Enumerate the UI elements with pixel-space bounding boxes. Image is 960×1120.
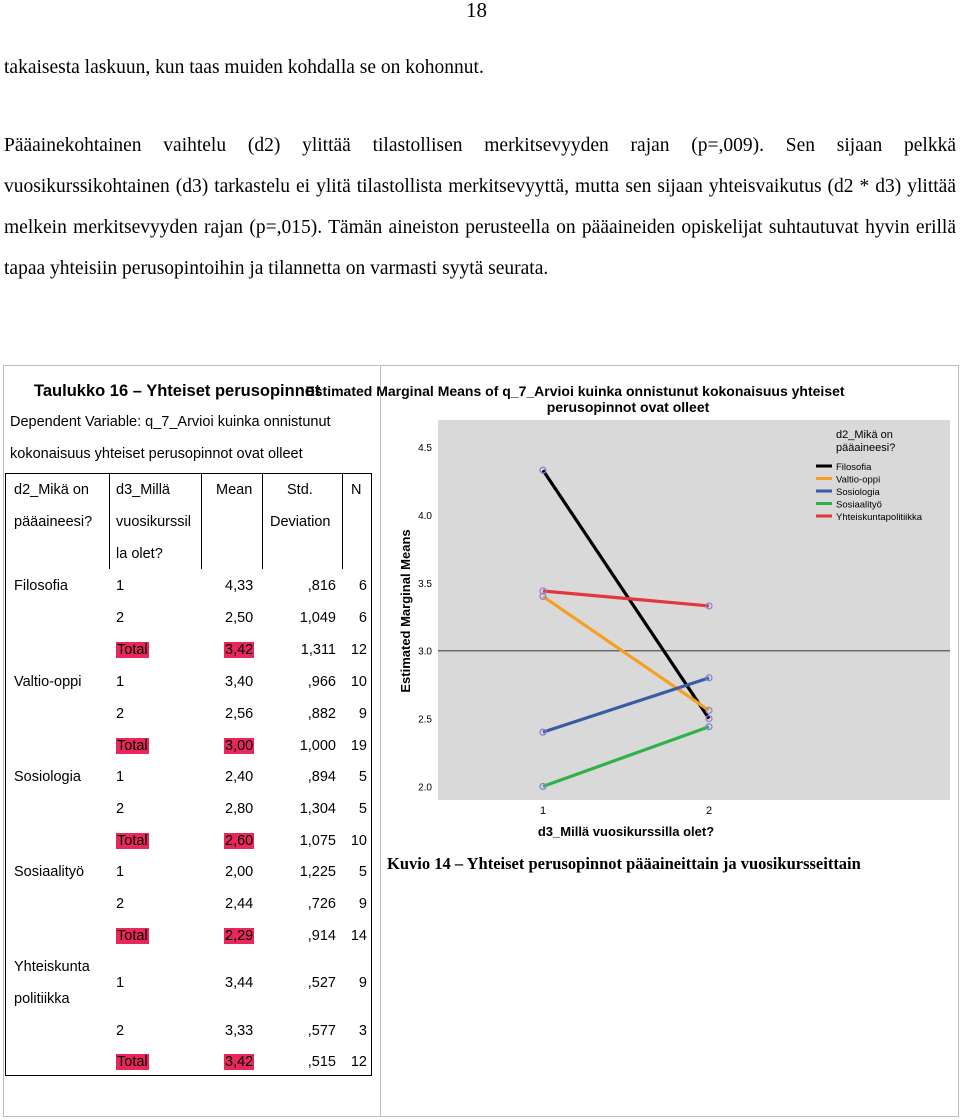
row-mean-total: 3,00 xyxy=(225,738,254,754)
row-d3: 2 xyxy=(116,1023,125,1039)
legend-label: Filosofia xyxy=(836,462,872,473)
figure-caption: Kuvio 14 – Yhteiset perusopinnot pääaineittain ja vuosikursseittain xyxy=(387,854,861,873)
table-column-divider xyxy=(201,473,202,569)
header-n: N xyxy=(351,482,362,498)
row-d3-total: Total xyxy=(117,928,148,944)
y-axis-label: Estimated Marginal Means xyxy=(398,529,413,693)
header-d2-line2: pääaineesi? xyxy=(14,514,93,530)
chart-title-line1: Estimated Marginal Means of q_7_Arvioi kuinka onnistunut kokonaisuus yhteiset xyxy=(305,383,845,399)
row-mean-total: 2,60 xyxy=(225,833,254,849)
row-std: ,894 xyxy=(307,769,336,785)
row-d3: 2 xyxy=(116,706,125,722)
legend-title-line2: pääaineesi? xyxy=(836,442,896,454)
table-column-divider xyxy=(342,473,343,569)
row-n: 19 xyxy=(350,738,367,754)
row-n: 9 xyxy=(358,975,367,991)
row-std: ,515 xyxy=(307,1054,336,1070)
group-name-line1: Yhteiskunta xyxy=(14,959,90,975)
row-n: 6 xyxy=(358,610,367,626)
group-name-line2: politiikka xyxy=(14,991,70,1007)
row-std: ,816 xyxy=(307,578,336,594)
row-d3: 2 xyxy=(116,896,125,912)
row-n: 10 xyxy=(350,833,367,849)
row-mean: 2,00 xyxy=(225,864,254,880)
row-d3-total: Total xyxy=(117,642,148,658)
row-std: 1,311 xyxy=(300,642,336,658)
row-n: 5 xyxy=(358,801,367,817)
row-std: ,726 xyxy=(307,896,336,912)
row-n: 12 xyxy=(350,642,367,658)
row-d3: 1 xyxy=(116,578,125,594)
y-tick-label: 4.0 xyxy=(418,511,432,522)
row-mean: 3,33 xyxy=(225,1023,254,1039)
group-name: Filosofia xyxy=(14,578,68,594)
paragraph-1: takaisesta laskuun, kun taas muiden kohdalla se on kohonnut. xyxy=(4,57,484,78)
row-mean-total: 3,42 xyxy=(225,642,254,658)
row-mean: 3,44 xyxy=(225,975,254,991)
row-std: 1,049 xyxy=(299,610,336,626)
row-n: 12 xyxy=(350,1054,367,1070)
row-d3: 1 xyxy=(116,674,125,690)
row-n: 5 xyxy=(358,769,367,785)
header-d2-line1: d2_Mikä on xyxy=(14,482,89,498)
row-mean-total: 2,29 xyxy=(225,928,254,944)
row-d3: 2 xyxy=(116,801,125,817)
y-tick-label: 3.0 xyxy=(418,646,432,658)
dependent-variable-line-1: Dependent Variable: q_7_Arvioi kuinka onnistunut xyxy=(10,414,331,430)
row-d3-total: Total xyxy=(117,1054,148,1070)
page-number: 18 xyxy=(466,0,487,22)
legend-label: Sosiaalityö xyxy=(836,499,882,511)
header-mean: Mean xyxy=(216,482,253,498)
header-d3-line1: d3_Millä xyxy=(116,482,170,498)
row-d3: 1 xyxy=(116,975,125,991)
row-n: 5 xyxy=(358,864,367,880)
row-mean: 2,40 xyxy=(225,769,254,785)
row-std: 1,000 xyxy=(299,738,336,754)
table-column-divider xyxy=(262,473,263,569)
frame-divider xyxy=(380,365,381,1117)
group-name: Sosiaalityö xyxy=(14,864,85,880)
row-n: 6 xyxy=(358,578,367,594)
y-tick-label: 3.5 xyxy=(418,578,432,590)
row-mean: 2,80 xyxy=(225,801,254,817)
y-tick-label: 4.5 xyxy=(418,443,432,455)
row-d3: 1 xyxy=(116,864,125,880)
header-d3-line3: la olet? xyxy=(116,546,163,562)
table-title: Taulukko 16 – Yhteiset perusopinnot xyxy=(34,382,321,400)
row-mean-total: 3,42 xyxy=(225,1054,254,1070)
header-std-line1: Std. xyxy=(287,482,313,498)
row-n: 9 xyxy=(358,896,367,912)
chart-title-line2: perusopinnot ovat olleet xyxy=(546,399,710,415)
row-std: ,527 xyxy=(307,975,336,991)
y-tick-label: 2.5 xyxy=(418,714,432,726)
legend-label: Yhteiskuntapolitiikka xyxy=(836,512,923,523)
row-std: 1,304 xyxy=(299,801,336,817)
table-column-divider xyxy=(109,473,110,569)
row-mean: 3,40 xyxy=(225,674,254,690)
row-d3-total: Total xyxy=(117,833,148,849)
row-mean: 2,50 xyxy=(225,610,254,626)
row-mean: 4,33 xyxy=(225,578,254,594)
row-n: 10 xyxy=(350,674,367,690)
header-d3-line2: vuosikurssil xyxy=(116,514,191,530)
row-std: ,966 xyxy=(307,674,336,690)
row-n: 9 xyxy=(358,706,367,722)
y-tick-label: 2.0 xyxy=(418,782,432,794)
legend-label: Valtio-oppi xyxy=(836,474,881,486)
x-tick-label: 1 xyxy=(539,805,547,817)
paragraph-2: Pääainekohtainen vaihtelu (d2) ylittää tilastollisen merkitsevyyden rajan (p=,009). Sen sijaan pelkkä vuosikurssikohtainen (d3) tarkastelu ei ylitä tilastollista merkitsevyyttä, mutta sen sijaan yhteisvaikutus (d2 * d3) ylittää melkein merkitsevyyden rajan (p=,015). Tämän aineiston perusteella on pääaineiden opiskelijat suhtautuvat hyvin erillä tapaa yhteisiin perusopintoihin ja tilannetta on varmasti syytä seurata. xyxy=(4,135,956,279)
header-std-line2: Deviation xyxy=(270,514,331,530)
dependent-variable-line-2: kokonaisuus yhteiset perusopinnot ovat olleet xyxy=(10,446,303,462)
row-std: 1,225 xyxy=(299,864,336,880)
row-d3-total: Total xyxy=(117,738,148,754)
legend-label: Sosiologia xyxy=(836,487,880,498)
row-n: 14 xyxy=(350,928,367,944)
group-name: Valtio-oppi xyxy=(14,674,82,690)
row-std: ,577 xyxy=(307,1023,336,1039)
x-axis-label: d3_Millä vuosikurssilla olet? xyxy=(537,824,715,839)
row-std: ,914 xyxy=(307,928,336,944)
row-n: 3 xyxy=(358,1023,367,1039)
row-mean: 2,56 xyxy=(225,706,254,722)
row-std: 1,075 xyxy=(299,833,336,849)
x-tick-label: 2 xyxy=(705,805,713,817)
row-d3: 1 xyxy=(116,769,125,785)
group-name: Sosiologia xyxy=(14,769,81,785)
row-d3: 2 xyxy=(116,610,125,626)
row-mean: 2,44 xyxy=(225,896,254,912)
legend-title-line1: d2_Mikä on xyxy=(836,429,893,441)
row-std: ,882 xyxy=(307,706,336,722)
